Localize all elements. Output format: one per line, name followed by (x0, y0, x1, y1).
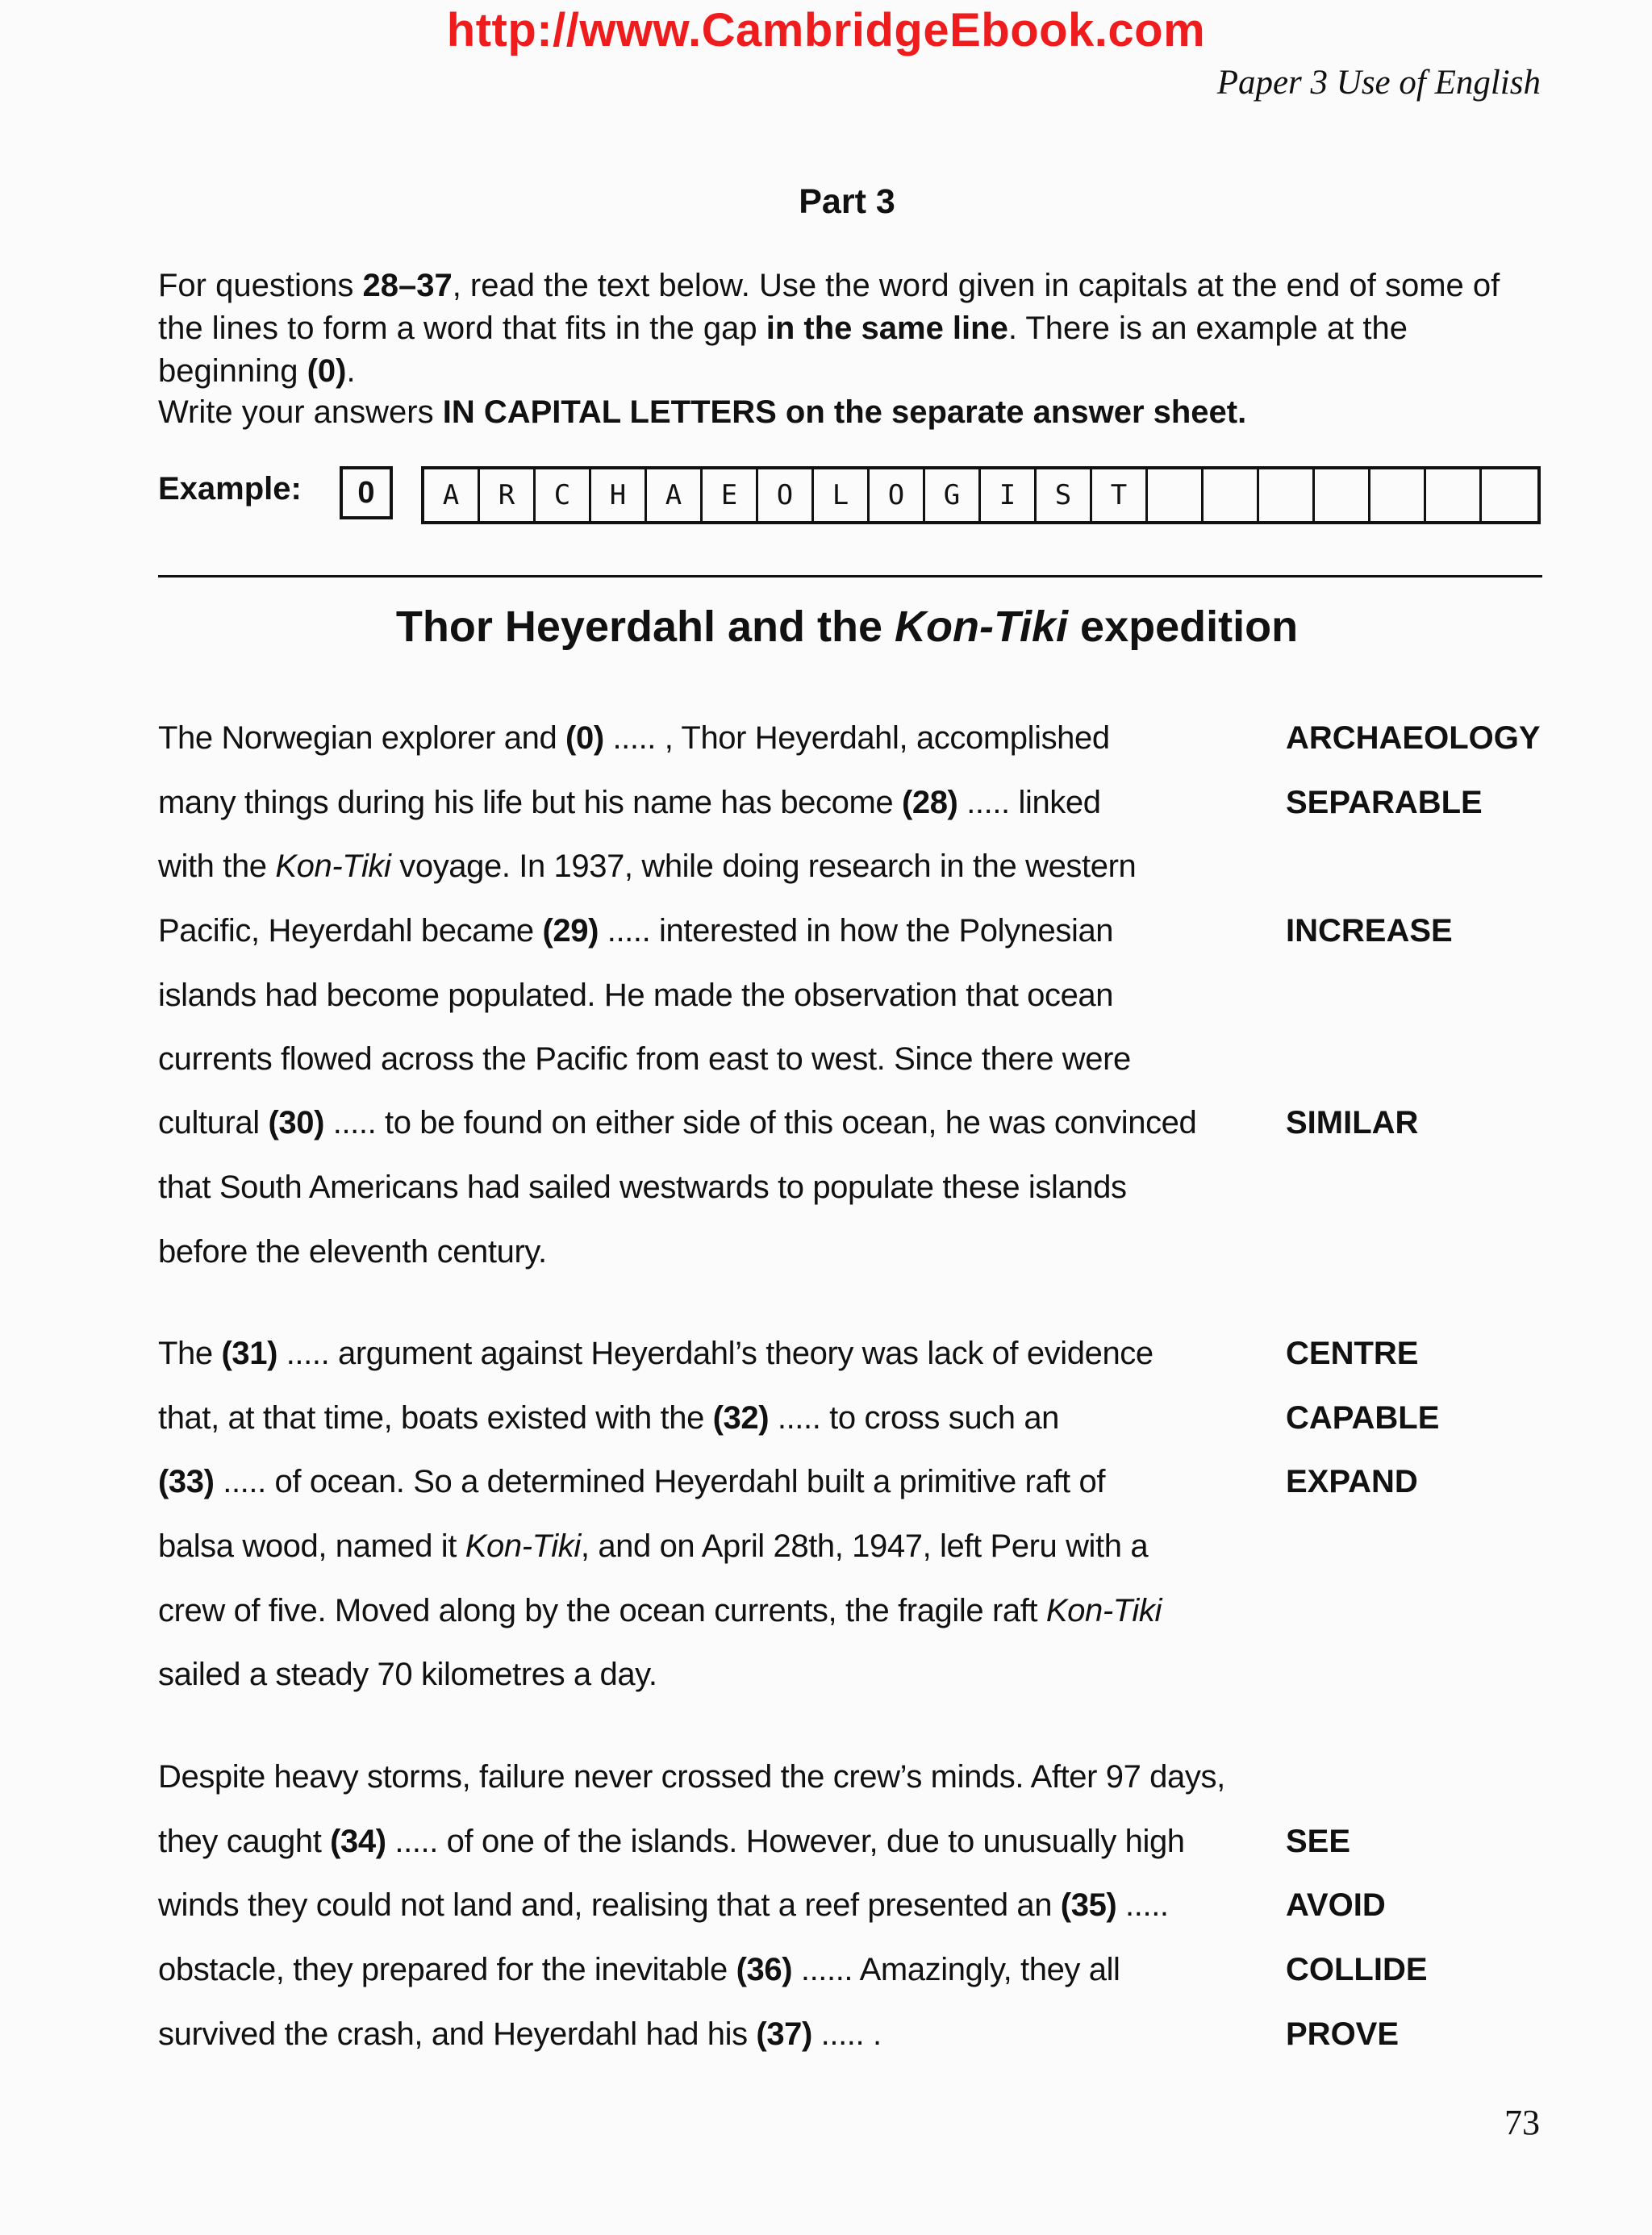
text-run: ..... interested in how the Polynesian (599, 913, 1114, 949)
text-run: ...... Amazingly, they all (792, 1952, 1120, 1987)
text-run: The Norwegian explorer and (158, 720, 566, 756)
italic-text: Kon-Tiki (895, 603, 1069, 651)
answer-letter-cell: O (758, 469, 814, 521)
text-run: ..... (1116, 1887, 1169, 1923)
keyword-32: CAPABLE (1286, 1400, 1440, 1436)
passage-line (158, 2016, 882, 2053)
instructions-paragraph (158, 265, 1546, 393)
keyword-31: CENTRE (1286, 1336, 1419, 1371)
keyword-33: EXPAND (1286, 1464, 1418, 1499)
text-run: they caught (158, 1824, 331, 1859)
answer-letter-cell: E (703, 469, 758, 521)
bold-text: (0) (565, 720, 604, 756)
answer-letter-cell (1315, 469, 1370, 521)
bold-text: (31) (221, 1336, 277, 1371)
bold-text: (0) (307, 353, 347, 389)
bold-text: (32) (712, 1400, 770, 1436)
part-title: Part 3 (799, 182, 895, 221)
text-run: Thor Heyerdahl and the (395, 603, 895, 651)
keyword-29: INCREASE (1286, 913, 1453, 949)
text-run: sailed a steady 70 kilometres a day. (158, 1657, 657, 1692)
passage-line (158, 1759, 1225, 1795)
text-run: winds they could not land and, realising that a reef presented an (158, 1887, 1061, 1923)
answer-letter-cell: G (925, 469, 981, 521)
answer-letter-cell: H (591, 469, 647, 521)
bold-text: (34) (330, 1824, 386, 1859)
bold-text: IN CAPITAL LETTERS on the separate answer sheet. (442, 394, 1247, 430)
text-run: ..... argument against Heyerdahl’s theory was lack of evidence (277, 1336, 1153, 1371)
text-run: Write your answers (158, 394, 443, 430)
passage-line (158, 1593, 1162, 1629)
passage-line (158, 1041, 1131, 1078)
answer-letter-cell (1426, 469, 1482, 521)
answer-letter-cell (1482, 469, 1537, 521)
passage-line (158, 1887, 1169, 1924)
keyword-35: AVOID (1286, 1887, 1386, 1923)
keyword-28: SEPARABLE (1286, 785, 1483, 820)
answer-letter-cell: A (424, 469, 480, 521)
passage-line (158, 1336, 1153, 1372)
bold-text: (30) (268, 1105, 325, 1140)
text-run: . (346, 353, 356, 389)
passage-line (158, 1528, 1148, 1565)
passage-line (158, 1824, 1185, 1860)
passage-line (158, 785, 1101, 821)
italic-text: Kon-Tiki (465, 1528, 581, 1564)
example-number-box: 0 (340, 466, 393, 519)
answer-letter-cell (1259, 469, 1315, 521)
passage-line (158, 1952, 1120, 1988)
passage-line (158, 1234, 547, 1270)
answer-letter-cell: C (536, 469, 591, 521)
passage-line (158, 1400, 1059, 1436)
italic-text: Kon-Tiki (1045, 1593, 1162, 1628)
text-run: The (158, 1336, 222, 1371)
answer-letter-cell (1370, 469, 1426, 521)
bold-text: (35) (1060, 1887, 1117, 1923)
passage-line (158, 913, 1113, 949)
text-run: ..... , Thor Heyerdahl, accomplished (603, 720, 1110, 756)
text-run: cultural (158, 1105, 269, 1140)
keyword-34: SEE (1286, 1824, 1351, 1859)
text-run: . There is an example at the beginning (158, 311, 1408, 389)
text-run: ..... of one of the islands. However, due to unusually high (386, 1824, 1185, 1859)
answer-letter-cell (1148, 469, 1204, 521)
text-run: crew of five. Moved along by the ocean currents, the fragile raft (158, 1593, 1046, 1628)
passage-line (158, 1464, 1105, 1500)
text-run: ..... of ocean. So a determined Heyerdahl built a primitive raft of (214, 1464, 1106, 1499)
italic-text: Kon-Tiki (275, 849, 391, 884)
text-run: Despite heavy storms, failure never crossed the crew’s minds. After 97 days, (158, 1759, 1225, 1795)
answer-letter-cell: S (1037, 469, 1092, 521)
text-run: , and on April 28th, 1947, left Peru with a (580, 1528, 1149, 1564)
divider (158, 575, 1542, 578)
bold-text: (28) (901, 785, 958, 820)
text-run: islands had become populated. He made the observation that ocean (158, 978, 1114, 1013)
text-run: Pacific, Heyerdahl became (158, 913, 543, 949)
text-run: many things during his life but his name has become (158, 785, 902, 820)
text-run: that South Americans had sailed westwards to populate these islands (158, 1170, 1127, 1205)
text-run: , read the text below. Use the word given in capitals at the end of some of the lines to form a word that fits in the gap (158, 268, 1500, 346)
text-run: obstacle, they prepared for the inevitable (158, 1952, 736, 1987)
text-run: ..... . (811, 2016, 882, 2052)
text-run: before the eleventh century. (158, 1234, 547, 1270)
text-run: For questions (158, 268, 363, 303)
text-run: ..... to be found on either side of this ocean, he was convinced (324, 1105, 1197, 1140)
example-answer-grid (421, 466, 1541, 524)
answer-letter-cell: A (647, 469, 703, 521)
text-run: balsa wood, named it (158, 1528, 465, 1564)
keyword-30: SIMILAR (1286, 1105, 1419, 1140)
bold-text: (33) (158, 1464, 215, 1499)
passage-line (158, 1657, 657, 1693)
answer-letter-cell: L (814, 469, 870, 521)
page-number: 73 (1504, 2103, 1540, 2142)
text-run: survived the crash, and Heyerdahl had his (158, 2016, 757, 2052)
keyword-37: PROVE (1286, 2016, 1400, 2052)
passage-line (158, 1105, 1196, 1141)
bold-text: in the same line (766, 311, 1008, 346)
keyword-36: COLLIDE (1286, 1952, 1428, 1987)
answer-letter-cell: R (480, 469, 536, 521)
bold-text: (29) (542, 913, 599, 949)
bold-text: 28–37 (362, 268, 453, 303)
running-header: Paper 3 Use of English (1216, 64, 1541, 102)
text-run: currents flowed across the Pacific from east to west. Since there were (158, 1041, 1131, 1077)
keyword-0: ARCHAEOLOGY (1286, 720, 1541, 756)
text-title (0, 602, 1652, 652)
text-run: that, at that time, boats existed with the (158, 1400, 713, 1436)
text-run: with the (158, 849, 276, 884)
text-run: ..... linked (957, 785, 1101, 820)
answer-letter-cell (1204, 469, 1259, 521)
passage-line (158, 1170, 1127, 1206)
passage-line (158, 978, 1113, 1014)
answer-letter-cell: I (981, 469, 1037, 521)
text-run: expedition (1068, 603, 1299, 651)
example-label: Example: (158, 471, 302, 507)
answer-letter-cell: T (1092, 469, 1148, 521)
passage-line (158, 720, 1110, 757)
watermark-url[interactable]: http://www.CambridgeEbook.com (446, 4, 1206, 56)
text-run: ..... to cross such an (769, 1400, 1060, 1436)
bold-text: (36) (736, 1952, 793, 1987)
passage-line (158, 849, 1136, 885)
text-run: voyage. In 1937, while doing research in the western (390, 849, 1137, 884)
bold-text: (37) (756, 2016, 812, 2052)
answer-letter-cell: O (870, 469, 925, 521)
answer-instructions (158, 391, 1546, 434)
